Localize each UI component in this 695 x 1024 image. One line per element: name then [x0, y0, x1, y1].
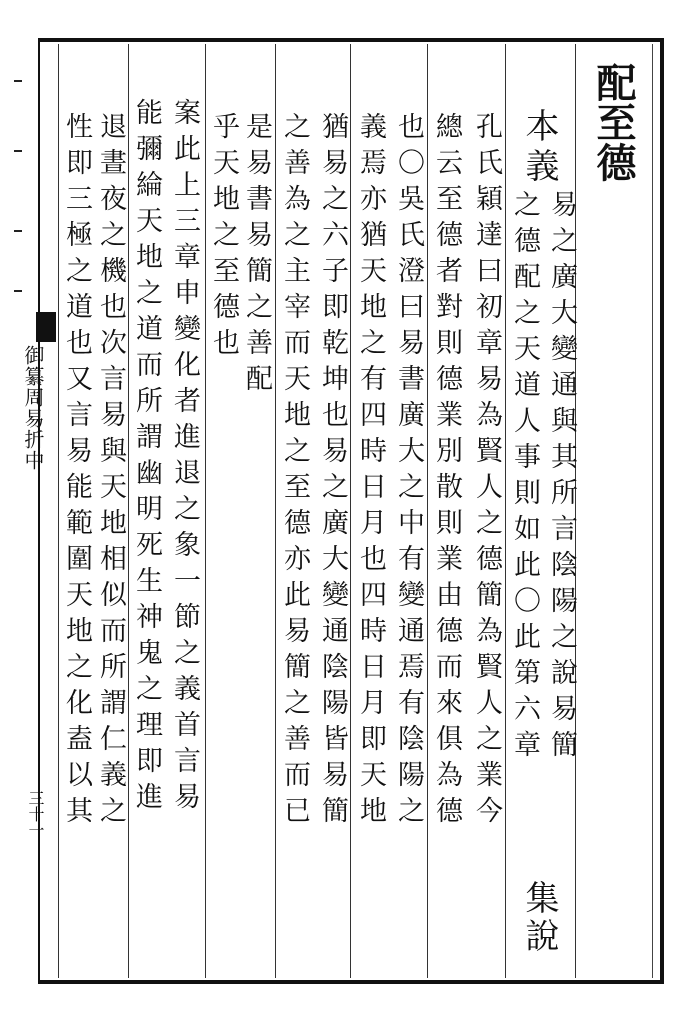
margin-tick: [14, 150, 22, 152]
margin-tick: [14, 80, 22, 82]
frame-inner-right-border: [652, 44, 653, 978]
page-number: 三十一: [26, 790, 45, 838]
frame-bottom-border: [38, 980, 663, 984]
frame-left-border: [38, 38, 40, 984]
heading-benyi-top: 本: [519, 108, 559, 146]
text-column-10: 能彌綸天地之道而所謂幽明死生神鬼之理即進: [131, 98, 162, 818]
margin-book-title: 御纂周易折中: [21, 345, 45, 471]
text-column-5: 猶易之六子即乾坤也易之廣大變通陰陽皆易簡: [317, 112, 348, 832]
text-column-8: 乎天地之至德也: [208, 112, 239, 364]
margin-tick: [14, 230, 22, 232]
commentary-row-b: 之德配之天道人事則如此〇此第六章: [509, 190, 540, 766]
text-column-7: 是易書易簡之善配: [241, 112, 272, 400]
text-column-11: 退晝夜之機也次言易與天地相似而所謂仁義之: [95, 112, 126, 832]
text-column-9: 案此上三章申變化者進退之象一節之義首言易: [169, 98, 200, 818]
page-title: 配至德: [590, 62, 637, 182]
text-column-6: 之善為之主宰而天地之至德亦此易簡之善而已: [279, 112, 310, 832]
column-rule: [350, 44, 351, 978]
heading-benyi-bottom: 義: [519, 148, 559, 186]
text-column-3: 也〇吳氏澄曰易書廣大之中有變通焉有陰陽之: [393, 112, 424, 832]
frame-top-border: [38, 38, 663, 42]
text-column-12: 性即三極之道也又言易能範圍天地之化盍以其: [61, 112, 92, 832]
text-column-2: 總云至德者對則德業別散則業由德而來俱為德: [431, 112, 462, 832]
text-column-1: 孔氏穎達曰初章易為賢人之德簡為賢人之業今: [471, 112, 502, 832]
heading-jishuo: 集說: [519, 880, 559, 956]
frame-right-border: [660, 38, 664, 984]
text-column-4: 義焉亦猶天地之有四時日月也四時日月即天地: [355, 112, 386, 832]
fishtail-mark: [36, 312, 56, 342]
page-margin: [0, 0, 45, 1024]
margin-tick: [14, 290, 22, 292]
commentary-row-a: 易之廣大變通與其所言陰陽之說易簡: [546, 190, 577, 766]
